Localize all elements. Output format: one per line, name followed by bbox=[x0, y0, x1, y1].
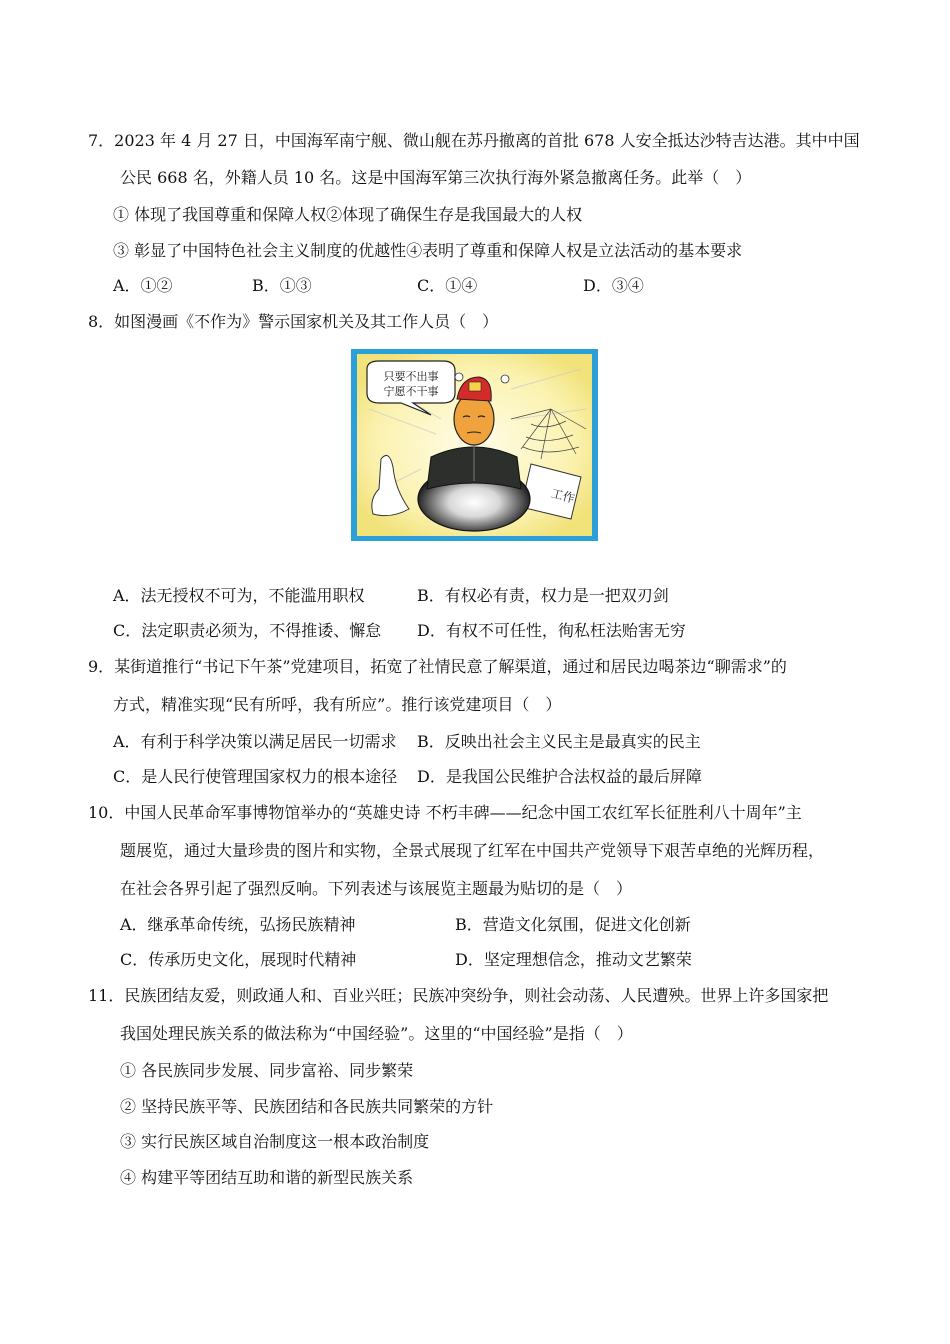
q10-option-a: A．继承革命传统，弘扬民族精神 bbox=[120, 915, 356, 934]
cartoon-image bbox=[351, 349, 598, 541]
q8-option-a: A．法无授权不可为，不能滥用职权 bbox=[113, 586, 365, 605]
q9-stem-line1: 9．某街道推行“书记下午茶”党建项目，拓宽了社情民意了解渠道，通过和居民边喝茶边“聊需求”的 bbox=[88, 657, 787, 676]
q7-stem-line2: 公民 668 名，外籍人员 10 名。这是中国海军第三次执行海外紧急撤离任务。此举（ ） bbox=[120, 168, 752, 187]
q10-stem-line2: 题展览，通过大量珍贵的图片和实物，全景式展现了红军在中国共产党领导下艰苦卓绝的光辉历程， bbox=[120, 841, 825, 860]
q10-stem-line1: 10．中国人民革命军事博物馆举办的“英雄史诗 不朽丰碑——纪念中国工农红军长征胜利八十周年”主 bbox=[88, 803, 802, 822]
q11-stem-line1: 11．民族团结友爱，则政通人和、百业兴旺；民族冲突纷争，则社会动荡、人民遭殃。世界上许多国家把 bbox=[88, 986, 829, 1005]
q10-stem-line3: 在社会各界引起了强烈反响。下列表述与该展览主题最为贴切的是（ ） bbox=[120, 879, 633, 898]
q10-option-d: D．坚定理想信念，推动文艺繁荣 bbox=[455, 950, 692, 969]
q9-option-c: C．是人民行使管理国家权力的根本途径 bbox=[113, 767, 398, 786]
q9-stem-line2: 方式，精准实现“民有所呼，我有所应”。推行该党建项目（ ） bbox=[113, 695, 562, 714]
q7-option-d: D．③④ bbox=[583, 276, 644, 295]
q8-option-c: C．法定职责必须为，不得推诿、懈怠 bbox=[113, 621, 382, 640]
q9-option-d: D．是我国公民维护合法权益的最后屏障 bbox=[417, 767, 702, 786]
q7-statement-3-4: ③ 彰显了中国特色社会主义制度的优越性④表明了尊重和保障人权是立法活动的基本要求 bbox=[113, 241, 743, 260]
q11-statement-4: ④ 构建平等团结互助和谐的新型民族关系 bbox=[120, 1168, 414, 1187]
q11-statement-3: ③ 实行民族区域自治制度这一根本政治制度 bbox=[120, 1132, 430, 1151]
q7-option-b: B．①③ bbox=[252, 276, 312, 295]
q7-statement-1-2: ① 体现了我国尊重和保障人权②体现了确保生存是我国最大的人权 bbox=[113, 205, 583, 224]
bubble-text-2: 宁愿不干事 bbox=[383, 385, 439, 398]
q7-option-c: C．①④ bbox=[417, 276, 478, 295]
q11-stem-line2: 我国处理民族关系的做法称为“中国经验”。这里的“中国经验”是指（ ） bbox=[120, 1024, 633, 1043]
q10-option-c: C．传承历史文化，展现时代精神 bbox=[120, 950, 357, 969]
q10-option-b: B．营造文化氛围，促进文化创新 bbox=[455, 915, 691, 934]
q11-statement-2: ② 坚持民族平等、民族团结和各民族共同繁荣的方针 bbox=[120, 1097, 494, 1116]
q9-option-a: A．有利于科学决策以满足居民一切需求 bbox=[113, 732, 397, 751]
q7-stem-line1: 7．2023 年 4 月 27 日，中国海军南宁舰、微山舰在苏丹撤离的首批 678 人安全抵达沙特吉达港。其中中国 bbox=[88, 131, 860, 150]
paper-label: 工作 bbox=[549, 486, 577, 506]
q9-option-b: B．反映出社会主义民主是最真实的民主 bbox=[417, 732, 701, 751]
q8-option-b: B．有权必有责，权力是一把双刃剑 bbox=[417, 586, 669, 605]
bubble-text-1: 只要不出事 bbox=[383, 370, 439, 383]
q8-stem: 8．如图漫画《不作为》警示国家机关及其工作人员（ ） bbox=[88, 312, 499, 331]
q8-option-d: D．有权不可任性，徇私枉法贻害无穷 bbox=[417, 621, 686, 640]
q7-option-a: A．①② bbox=[113, 276, 173, 295]
q11-statement-1: ① 各民族同步发展、同步富裕、同步繁荣 bbox=[120, 1061, 414, 1080]
